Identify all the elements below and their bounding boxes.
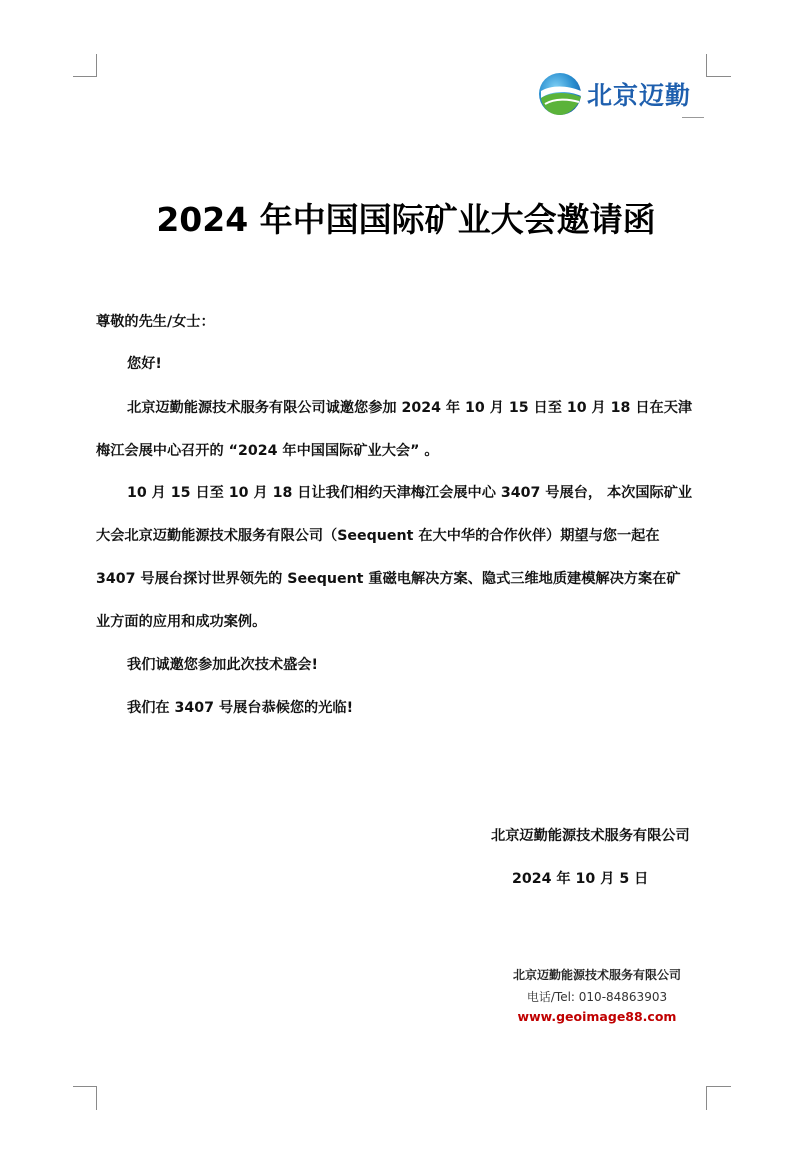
- footer-telephone: 电话/Tel: 010-84863903: [526, 990, 668, 1004]
- crop-mark-bottom-left-h: [73, 1086, 97, 1087]
- crop-mark-bottom-right-h: [706, 1086, 731, 1087]
- footer-website-link[interactable]: www.geoimage88.com: [517, 1009, 677, 1024]
- company-logo: [537, 70, 691, 118]
- salutation: 尊敬的先生/女士：: [96, 314, 215, 330]
- paragraph-2-line-4: 业方面的应用和成功案例。: [96, 614, 267, 630]
- crop-mark-top-left-h: [73, 76, 97, 77]
- paragraph-2-line-3: 3407 号展台探讨世界领先的 Seequent 重磁电解决方案、隐式三维地质建模解决方案在矿: [96, 571, 681, 587]
- crop-mark-top-left: [96, 54, 97, 77]
- crop-mark-top-right-h: [706, 76, 731, 77]
- header-rule: [682, 117, 704, 118]
- paragraph-1-line-1: 北京迈勤能源技术服务有限公司诚邀您参加 2024 年 10 月 15 日至 10 月 18 日在天津: [127, 400, 693, 416]
- crop-mark-top-right: [706, 54, 707, 77]
- paragraph-2-line-1: 10 月 15 日至 10 月 18 日让我们相约天津梅江会展中心 3407 号展台， 本次国际矿业: [127, 485, 693, 501]
- booth-line: 我们在 3407 号展台恭候您的光临!: [127, 700, 354, 716]
- footer-company: 北京迈勤能源技术服务有限公司: [512, 968, 681, 982]
- logo-text: 北京迈勤: [587, 81, 692, 110]
- invite-line: 我们诚邀您参加此次技术盛会!: [127, 657, 318, 673]
- letter-title: 2024 年中国国际矿业大会邀请函: [156, 200, 656, 239]
- paragraph-2-line-2: 大会北京迈勤能源技术服务有限公司（Seequent 在大中华的合作伙伴）期望与您一起在: [96, 528, 660, 544]
- greeting: 您好!: [127, 356, 162, 372]
- signature-date: 2024 年 10 月 5 日: [512, 871, 649, 887]
- crop-mark-bottom-left: [96, 1086, 97, 1110]
- globe-logo-icon: [537, 71, 583, 117]
- paragraph-1-line-2: 梅江会展中心召开的 “2024 年中国国际矿业大会” 。: [96, 443, 439, 459]
- signature-company: 北京迈勤能源技术服务有限公司: [491, 828, 690, 844]
- crop-mark-bottom-right: [706, 1086, 707, 1110]
